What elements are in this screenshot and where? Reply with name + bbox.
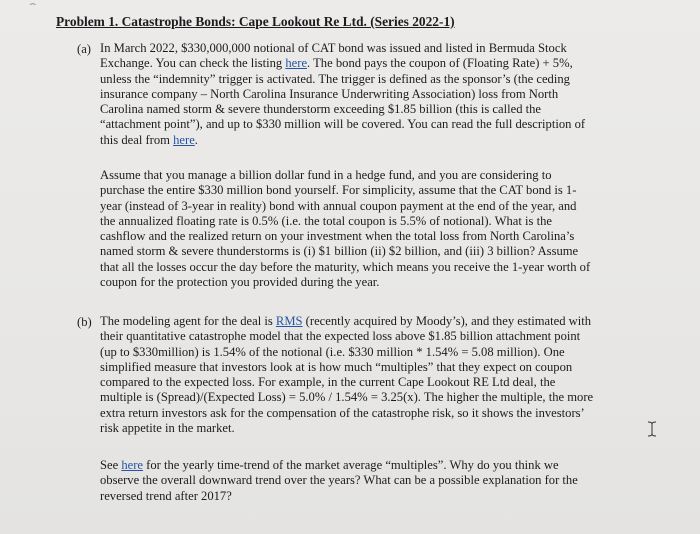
- line-text: the annualized floating rate is 0.5% (i.e. the total coupon is 5.5% of notional). What is the: [100, 213, 552, 228]
- text-line: [100, 360, 593, 375]
- text-line: [100, 72, 585, 87]
- text-line: [100, 421, 593, 436]
- text-line: [100, 473, 578, 488]
- line-text: simplified measure that investors look at is how much “multiples” that they expect on coupon: [100, 359, 573, 374]
- line-text: year (instead of 3-year in reality) bond with annual coupon payment at the end of the year, and: [100, 198, 577, 213]
- line-text: Exchange. You can check the listing: [100, 56, 286, 71]
- text-line: [100, 168, 590, 183]
- line-text: Carolina named storm & severe thunderstorm exceeding $1.85 billion (this is called the: [100, 102, 542, 117]
- line-text: “attachment point”), and up to $330 million will be covered. You can read the full description of: [100, 117, 586, 132]
- line-text: (up to $330million) is 1.54% of the notional (i.e. $330 million * 1.54% = 5.08 million). One: [100, 344, 565, 359]
- line-text: their quantitative catastrophe model that the expected loss above $1.85 billion attachment point: [100, 329, 581, 344]
- line-text: (recently acquired by Moody’s), and they estimated with: [302, 314, 592, 328]
- hyperlink-rms[interactable]: RMS: [275, 314, 303, 328]
- text-line: [100, 244, 590, 259]
- line-text: cashflow and the realized return on your investment when the total loss from North Carolina’s: [100, 229, 575, 244]
- line-text: risk appetite in the market.: [100, 421, 235, 436]
- text-line: [100, 102, 585, 117]
- line-text: for the yearly time-trend of the market average “multiples”. Why do you think we: [143, 458, 559, 472]
- text-line: [100, 214, 590, 229]
- text-line: [100, 458, 578, 473]
- line-text: reversed trend after 2017?: [100, 488, 232, 503]
- part-a-paragraph: [100, 41, 585, 148]
- text-line: [100, 275, 590, 290]
- part-a-label: (a): [77, 42, 91, 56]
- line-text: observe the overall downward trend over the years? What can be a possible explanation for the: [100, 473, 578, 488]
- text-line: [100, 345, 593, 360]
- text-line: [100, 56, 585, 71]
- text-line: [100, 117, 585, 132]
- text-line: [100, 199, 590, 214]
- part-b-paragraph: [100, 314, 593, 436]
- text-line: [100, 41, 585, 56]
- line-text: . The bond pays the coupon of (Floating Rate) + 5%,: [307, 56, 573, 71]
- hyperlink-here[interactable]: here: [285, 56, 308, 71]
- part-b-question-paragraph: [100, 458, 578, 504]
- text-line: [100, 183, 590, 198]
- line-text: In March 2022, $330,000,000 notional of CAT bond was issued and listed in Bermuda Stock: [100, 41, 567, 55]
- line-text: named storm & severe thunderstorms is (i) $1 billion (ii) $2 billion, and (iii) 3 billion? Assume: [100, 244, 579, 259]
- line-text: extra return investors ask for the compensation of the catastrophe risk, so it shows the investors’: [100, 405, 585, 420]
- text-line: [100, 314, 593, 329]
- line-text: .: [194, 132, 198, 147]
- hyperlink-here[interactable]: here: [173, 132, 195, 147]
- line-text: See: [100, 458, 122, 472]
- line-text: compared to the expected loss. For example, in the current Cape Lookout RE Ltd deal, the: [100, 375, 556, 390]
- problem-title: Problem 1. Catastrophe Bonds: Cape Lookout Re Ltd. (Series 2022-1): [56, 14, 455, 29]
- line-text: insurance company – North Carolina Insurance Underwriting Association) loss from North: [100, 86, 559, 101]
- text-line: [100, 390, 593, 405]
- text-line: [100, 406, 593, 421]
- part-b-label: (b): [77, 315, 92, 329]
- line-text: multiple is (Spread)/(Expected Loss) = 5.0% / 1.54% = 3.25(x). The higher the multiple, the more: [100, 390, 594, 405]
- line-text: The modeling agent for the deal is: [100, 314, 276, 328]
- line-text: Assume that you manage a billion dollar fund in a hedge fund, and you are considering to: [100, 168, 552, 182]
- text-line: [100, 260, 590, 275]
- line-text: purchase the entire $330 million bond yourself. For simplicity, assume that the CAT bond is 1-: [100, 183, 577, 198]
- text-cursor-icon: [647, 421, 657, 437]
- text-line: [100, 375, 593, 390]
- text-line: [100, 229, 590, 244]
- line-text: unless the “indemnity” trigger is activated. The trigger is defined as the sponsor’s (the ceding: [100, 71, 570, 86]
- line-text: this deal from: [100, 132, 174, 147]
- text-line: [100, 133, 585, 148]
- text-line: [100, 329, 593, 344]
- line-text: that all the losses occur the day before the maturity, which means you receive the 1-year worth of: [100, 259, 591, 274]
- line-text: coupon for the protection you provided during the year.: [100, 275, 380, 290]
- part-a-scenario-paragraph: [100, 168, 590, 290]
- text-line: [100, 87, 585, 102]
- text-line: [100, 489, 578, 504]
- hyperlink-here[interactable]: here: [121, 458, 144, 472]
